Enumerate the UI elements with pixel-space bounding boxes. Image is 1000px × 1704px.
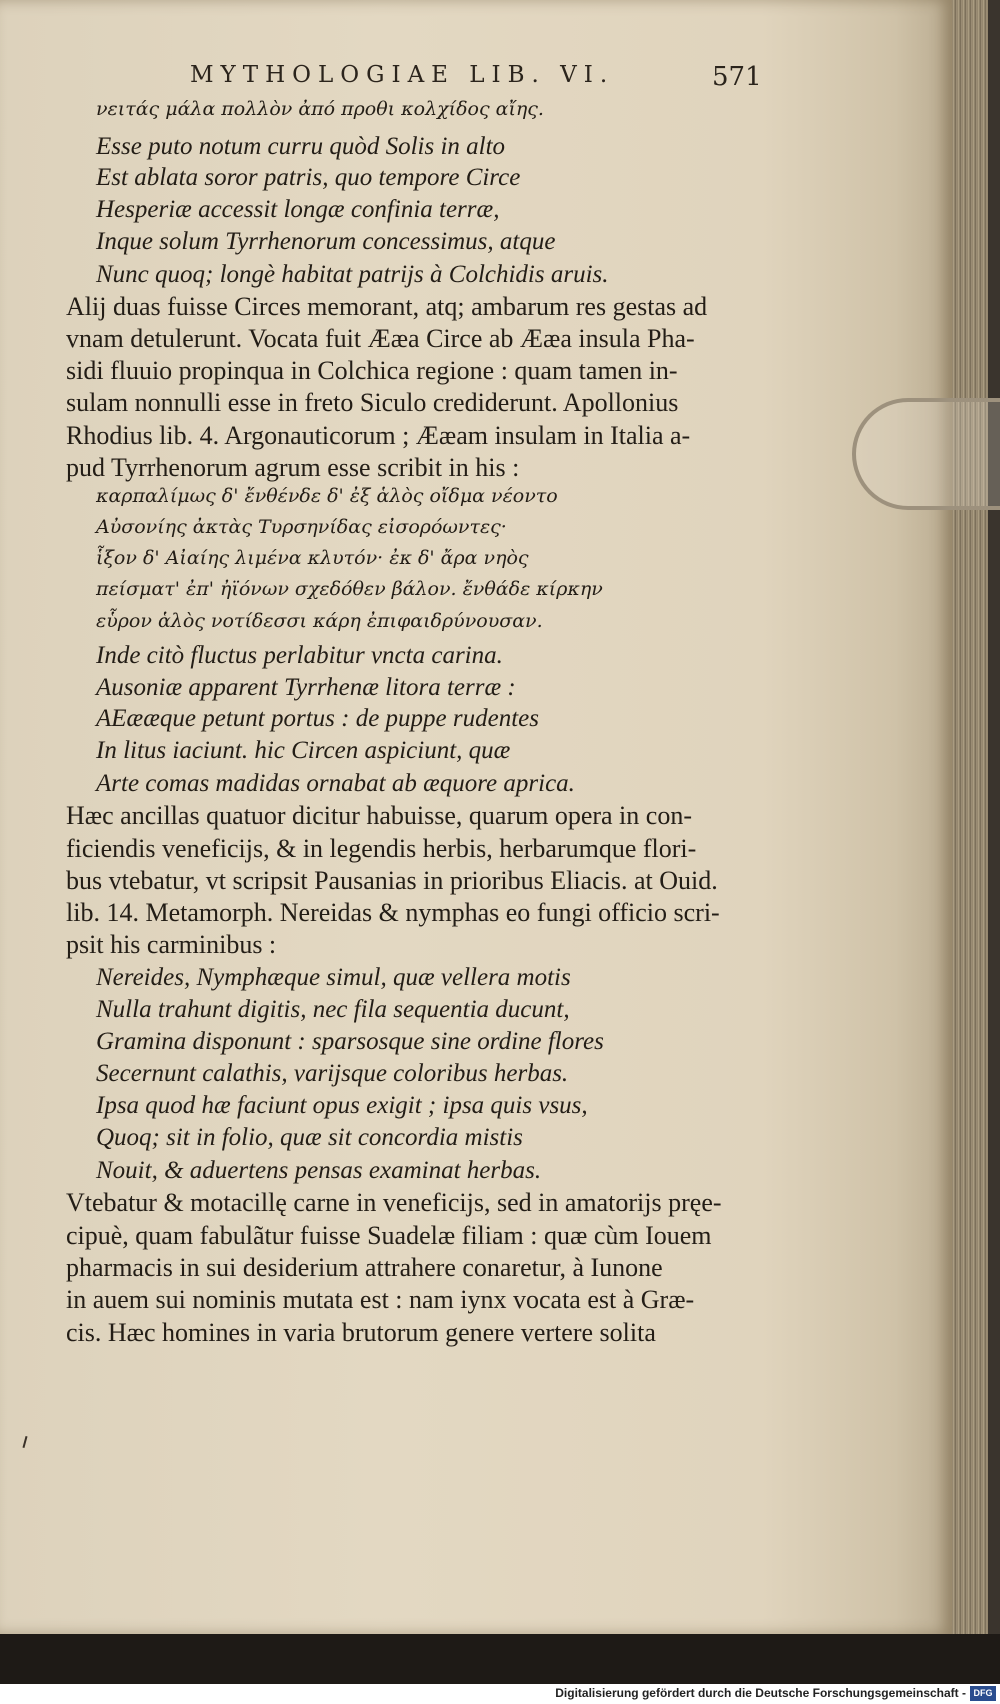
latin-verse-line: Nereides, Nymphæque simul, quæ vellera motis (96, 964, 571, 991)
prose-line: Rhodius lib. 4. Argonauticorum ; Ææam insulam in Italia a- (66, 421, 691, 450)
prose-line: bus vtebatur, vt scripsit Pausanias in prioribus Eliacis. at Ouid. (66, 866, 718, 895)
latin-verse-line: Quoq; sit in folio, quæ sit concordia mistis (96, 1124, 523, 1151)
greek-verse-line: καρπαλίμως δ' ἔνθένδε δ' ἐξ ἁλὸς οἴδμα νέοντο (96, 485, 558, 507)
latin-verse-line: Secernunt calathis, varijsque coloribus herbas. (96, 1060, 569, 1087)
latin-verse-line: Inque solum Tyrrhenorum concessimus, atque (96, 228, 556, 255)
prose-line: Hæc ancillas quatuor dicitur habuisse, quarum opera in con- (66, 801, 692, 830)
latin-verse-line: Hesperiæ accessit longæ confinia terræ, (96, 196, 500, 223)
prose-line: vnam detulerunt. Vocata fuit Ææa Circe ab Ææa insula Pha- (66, 324, 695, 353)
greek-verse-line: νειτάς μάλα πολλὸν ἀπό προθι κολχίδος αἴης. (96, 98, 544, 120)
latin-verse-line: Est ablata soror patris, quo tempore Circe (96, 164, 521, 191)
footer-credit: Digitalisierung gefördert durch die Deutsche Forschungsgemeinschaft - (555, 1686, 966, 1700)
latin-verse-line: AEææque petunt portus : de puppe rudentes (96, 705, 539, 732)
latin-verse-line: Arte comas madidas ornabat ab æquore aprica. (96, 770, 575, 797)
greek-verse-line: εὗρον ἁλὸς νοτίδεσσι κάρη ἐπιφαιδρύνουσαν. (96, 610, 543, 632)
latin-verse-line: Nunc quoq; longè habitat patrijs à Colchidis aruis. (96, 261, 609, 288)
latin-verse-line: Esse puto notum curru quòd Solis in alto (96, 133, 506, 160)
latin-verse-line: Ausoniæ apparent Tyrrhenæ litora terræ : (96, 674, 516, 701)
greek-verse-line: ἷξον δ' Αἰαίης λιμένα κλυτόν· ἐκ δ' ἄρα νηὸς (96, 547, 529, 569)
page-clip (852, 398, 1000, 510)
page-number: 571 (712, 62, 762, 92)
book-cover-edge (988, 0, 1000, 1640)
prose-line: psit his carminibus : (66, 930, 277, 959)
prose-line: Alij duas fuisse Circes memorant, atq; ambarum res gestas ad (66, 292, 708, 321)
prose-line: ficiendis veneficijs, & in legendis herbis, herbarumque flori- (66, 834, 697, 863)
latin-verse-line: Nulla trahunt digitis, nec fila sequentia ducunt, (96, 996, 570, 1023)
running-title: MYTHOLOGIAE LIB. VI. (190, 62, 615, 88)
latin-verse-line: Nouit, & aduertens pensas examinat herbas. (96, 1157, 542, 1184)
latin-verse-line: In litus iaciunt. hic Circen aspiciunt, quæ (96, 737, 511, 764)
prose-line: in auem sui nominis mutata est : nam iynx vocata est à Græ- (66, 1285, 695, 1314)
latin-verse-line: Gramina disponunt : sparsosque sine ordine flores (96, 1028, 604, 1055)
prose-line: cis. Hæc homines in varia brutorum genere vertere solita (66, 1318, 656, 1347)
prose-line: Vtebatur & motacillę carne in veneficijs, sed in amatorijs pręe- (66, 1188, 722, 1217)
prose-line: sulam nonnulli esse in freto Siculo crediderunt. Apollonius (66, 388, 679, 417)
prose-line: cipuè, quam fabulãtur fuisse Suadelæ filiam : quæ cùm Iouem (66, 1221, 712, 1250)
prose-line: pharmacis in sui desiderium attrahere conaretur, à Iunone (66, 1253, 663, 1282)
latin-verse-line: Ipsa quod hæ faciunt opus exigit ; ipsa quis vsus, (96, 1092, 588, 1119)
prose-line: lib. 14. Metamorph. Nereidas & nymphas eo fungi officio scri- (66, 898, 720, 927)
page-edges (952, 0, 988, 1640)
latin-verse-line: Inde citò fluctus perlabitur vncta carina. (96, 642, 503, 669)
greek-verse-line: πείσματ' ἐπ' ἠϊόνων σχεδόθεν βάλον. ἔνθάδε κίρκην (96, 578, 603, 600)
dfg-logo: DFG (970, 1686, 996, 1701)
greek-verse-line: Αὐσονίης ἀκτὰς Τυρσηνίδας εἰσορόωντες· (96, 516, 507, 538)
bottom-shadow (0, 1634, 1000, 1684)
prose-line: sidi fluuio propinqua in Colchica regione : quam tamen in- (66, 356, 678, 385)
prose-line: pud Tyrrhenorum agrum esse scribit in his : (66, 453, 520, 482)
